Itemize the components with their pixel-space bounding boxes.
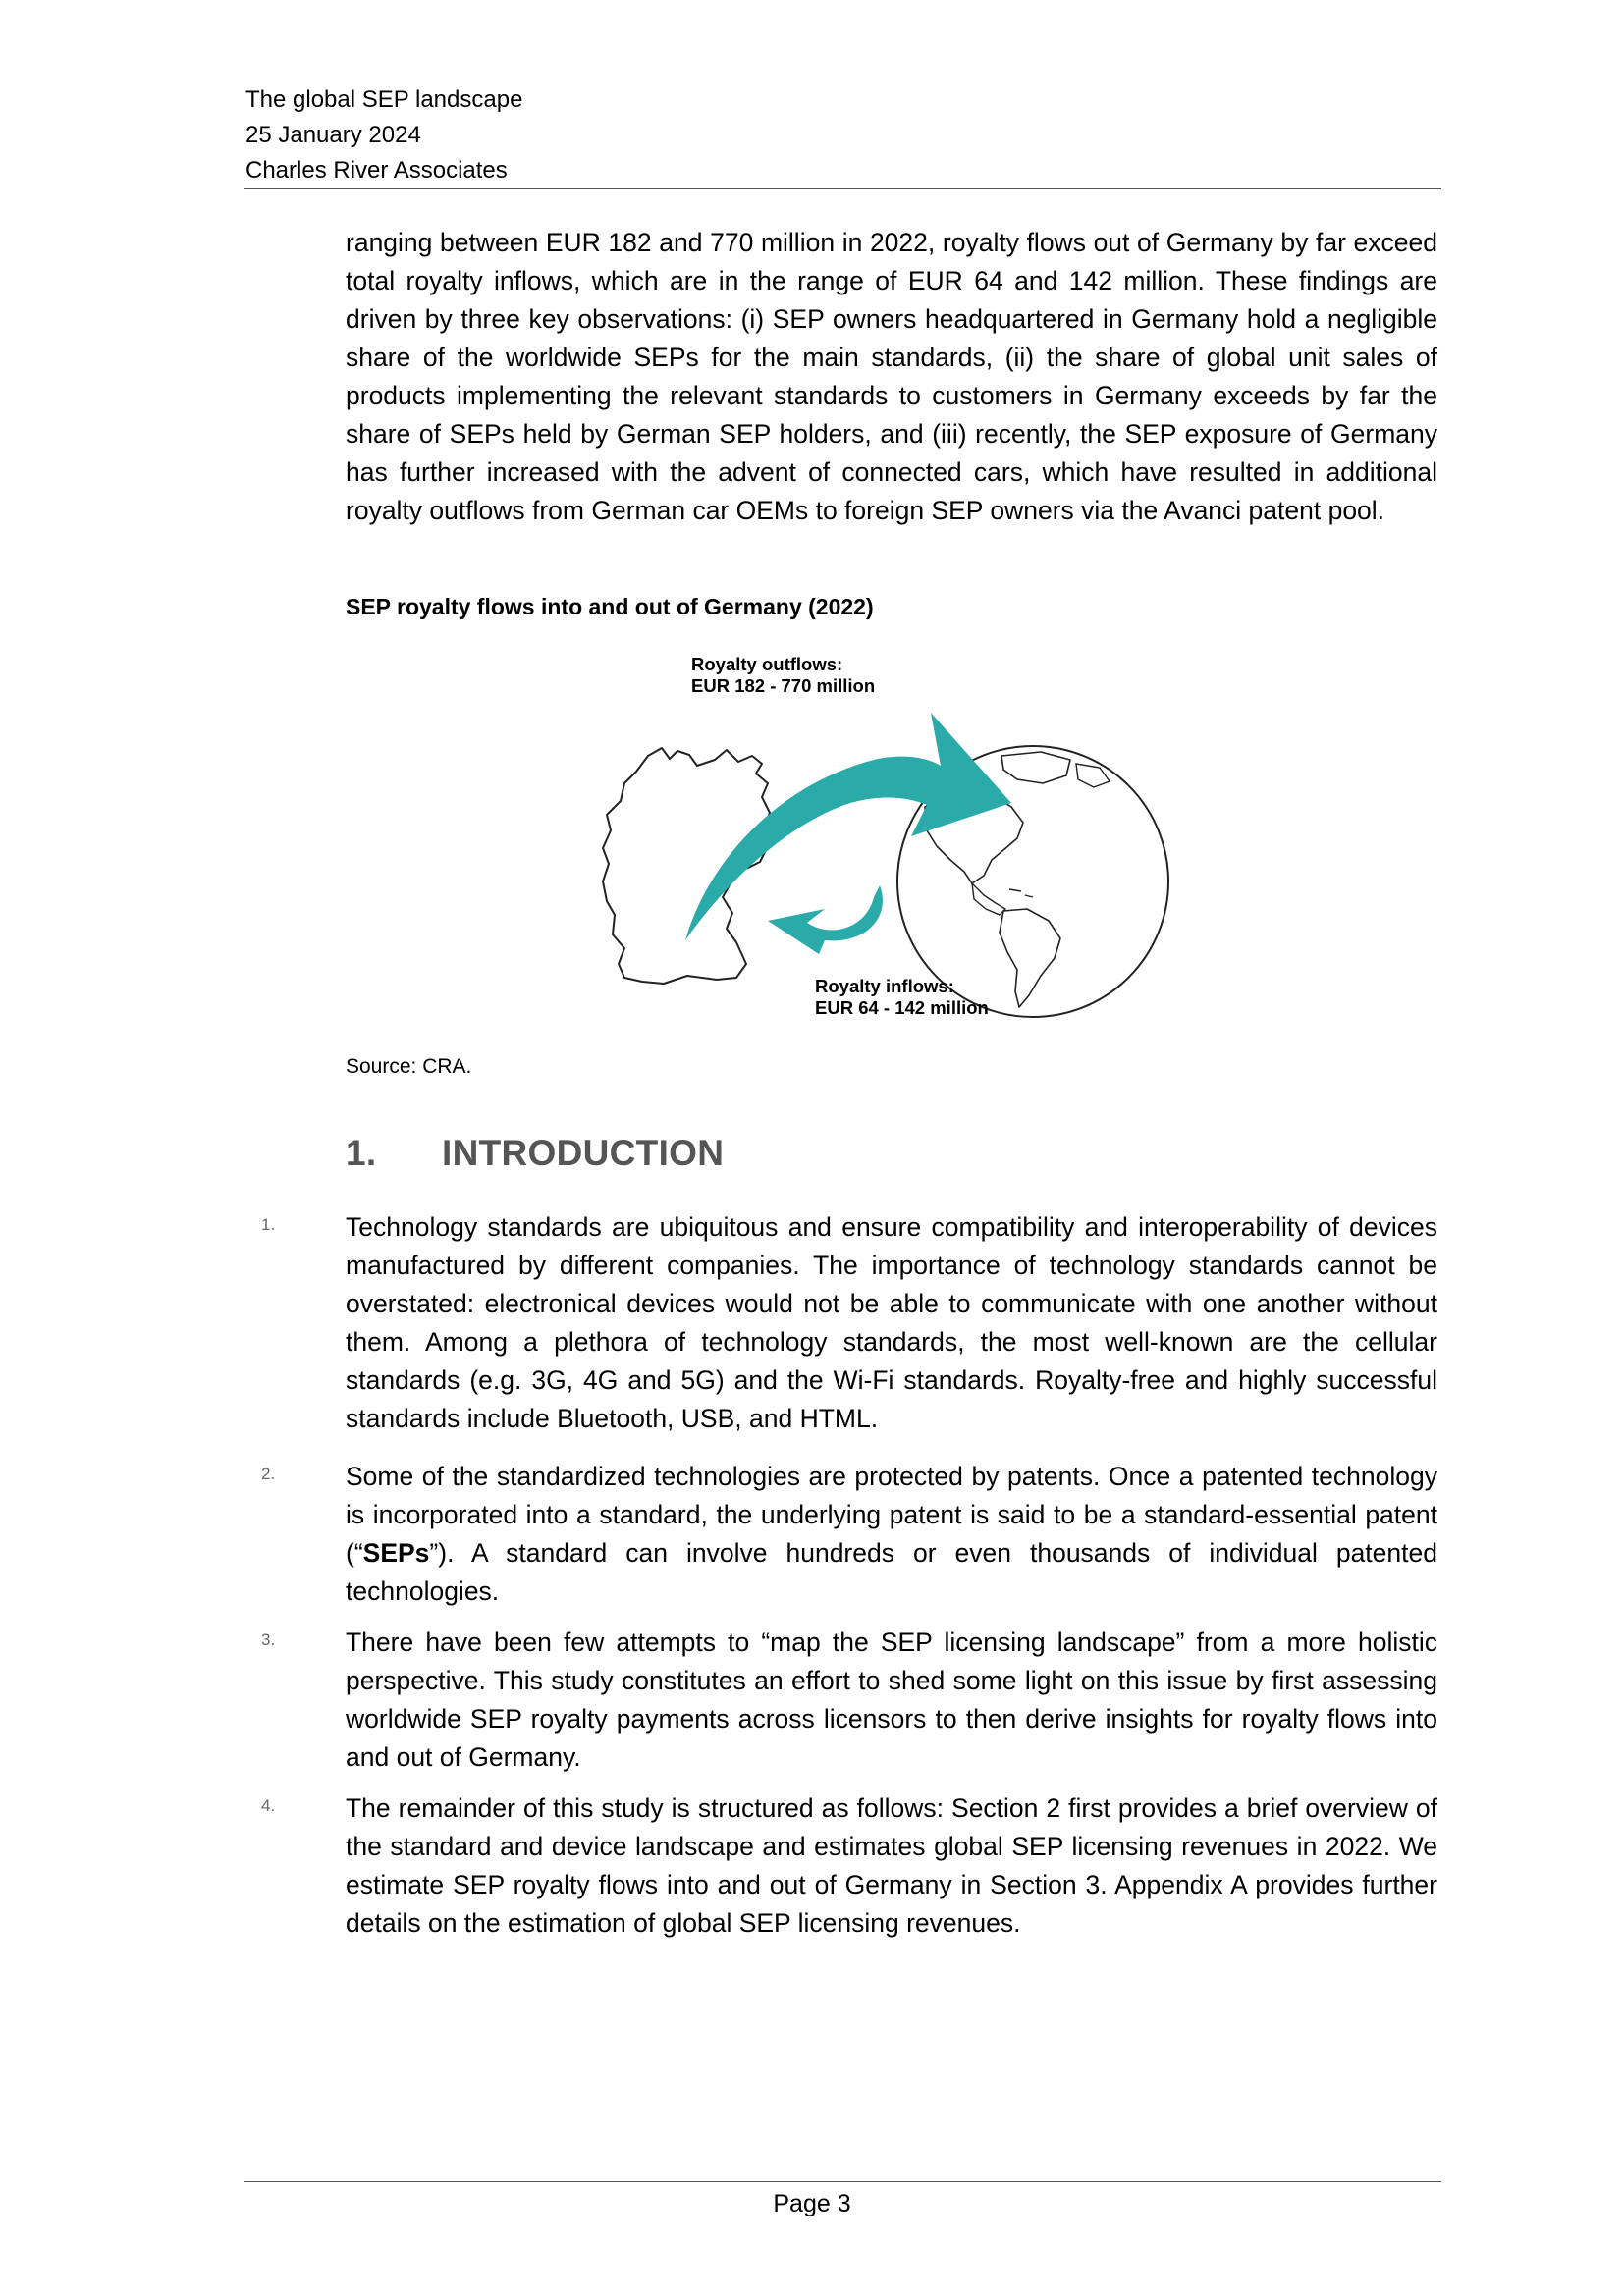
section-heading bbox=[346, 1133, 724, 1174]
inflow-label-value: EUR 64 - 142 million bbox=[815, 997, 989, 1018]
paragraph-2-term-seps: SEPs bbox=[362, 1538, 430, 1568]
section-title: INTRODUCTION bbox=[442, 1133, 725, 1173]
royalty-flow-illustration bbox=[579, 658, 1296, 1031]
paragraph-number: 3. bbox=[261, 1630, 276, 1649]
paragraph-4: The remainder of this study is structured as follows: Section 2 first provides a brief overview of the standard and device landscape and estimates global SEP licensing revenues in 2022. We estimate SEP royalty flows into and out of Germany in Section 3. Appendix A provides further details on the estimation of global SEP licensing revenues. bbox=[346, 1793, 1437, 1938]
outflow-label-title: Royalty outflows: bbox=[691, 654, 843, 674]
figure-source: Source: CRA. bbox=[346, 1055, 472, 1078]
inflow-label bbox=[815, 976, 989, 1019]
inflow-label-title: Royalty inflows: bbox=[815, 976, 954, 996]
paragraph-3: There have been few attempts to “map the SEP licensing landscape” from a more holistic perspective. This study constitutes an effort to shed some light on this issue by first assessing worldwide SEP royalty payments across licensors to then derive insights for royalty flows into and out of Germany. bbox=[346, 1628, 1437, 1772]
paragraph-number: 4. bbox=[261, 1796, 276, 1815]
inflow-arrow bbox=[768, 885, 883, 954]
outflow-label bbox=[691, 654, 875, 697]
intro-paragraph: ranging between EUR 182 and 770 million in 2022, royalty flows out of Germany by far exceed total royalty inflows, which are in the range of EUR 64 and 142 million. These findings are driven by three key observations: (i) SEP owners headquartered in Germany hold a negligible share of the worldwide SEPs for the main standards, (ii) the share of global unit sales of products implementing the relevant standards to customers in Germany exceeds by far the share of SEPs held by German SEP holders, and (iii) recently, the SEP exposure of Germany has further increased with the advent of connected cars, which have resulted in additional royalty outflows from German car OEMs to foreign SEP owners via the Avanci patent pool. bbox=[346, 228, 1437, 525]
royalty-flow-figure bbox=[579, 654, 1296, 1031]
header-divider bbox=[244, 188, 1441, 189]
paragraph-number: 2. bbox=[261, 1465, 276, 1483]
paragraph-2-text-after: ”). A standard can involve hundreds or even thousands of individual patented technologies. bbox=[346, 1538, 1437, 1606]
figure-title: SEP royalty flows into and out of Germany (2022) bbox=[346, 594, 874, 619]
running-header bbox=[245, 82, 1441, 188]
header-title: The global SEP landscape bbox=[245, 86, 523, 113]
section-number: 1. bbox=[346, 1133, 377, 1173]
paragraph-2 bbox=[346, 1458, 1437, 1611]
outflow-label-value: EUR 182 - 770 million bbox=[691, 675, 876, 696]
footer-divider bbox=[244, 2181, 1441, 2182]
paragraph-1: Technology standards are ubiquitous and ensure compatibility and interoperability of devices manufactured by different companies. The importance of technology standards cannot be overstated: electronical devices would not be able to communicate with one another without them. Among a plethora of technology standards, the most well-known are the cellular standards (e.g. 3G, 4G and 5G) and the Wi-Fi standards. Royalty-free and highly successful standards include Bluetooth, USB, and HTML. bbox=[346, 1212, 1437, 1433]
header-date: 25 January 2024 bbox=[245, 122, 421, 148]
paragraph-2-text-before: Some of the standardized technologies are protected by patents. Once a patented technology is incorporated into a standard, the underlying patent is said to be a standard-essential patent (“ bbox=[346, 1462, 1437, 1568]
paragraph-number: 1. bbox=[261, 1215, 276, 1234]
page-number: Page 3 bbox=[773, 2190, 851, 2217]
header-company: Charles River Associates bbox=[245, 157, 508, 184]
